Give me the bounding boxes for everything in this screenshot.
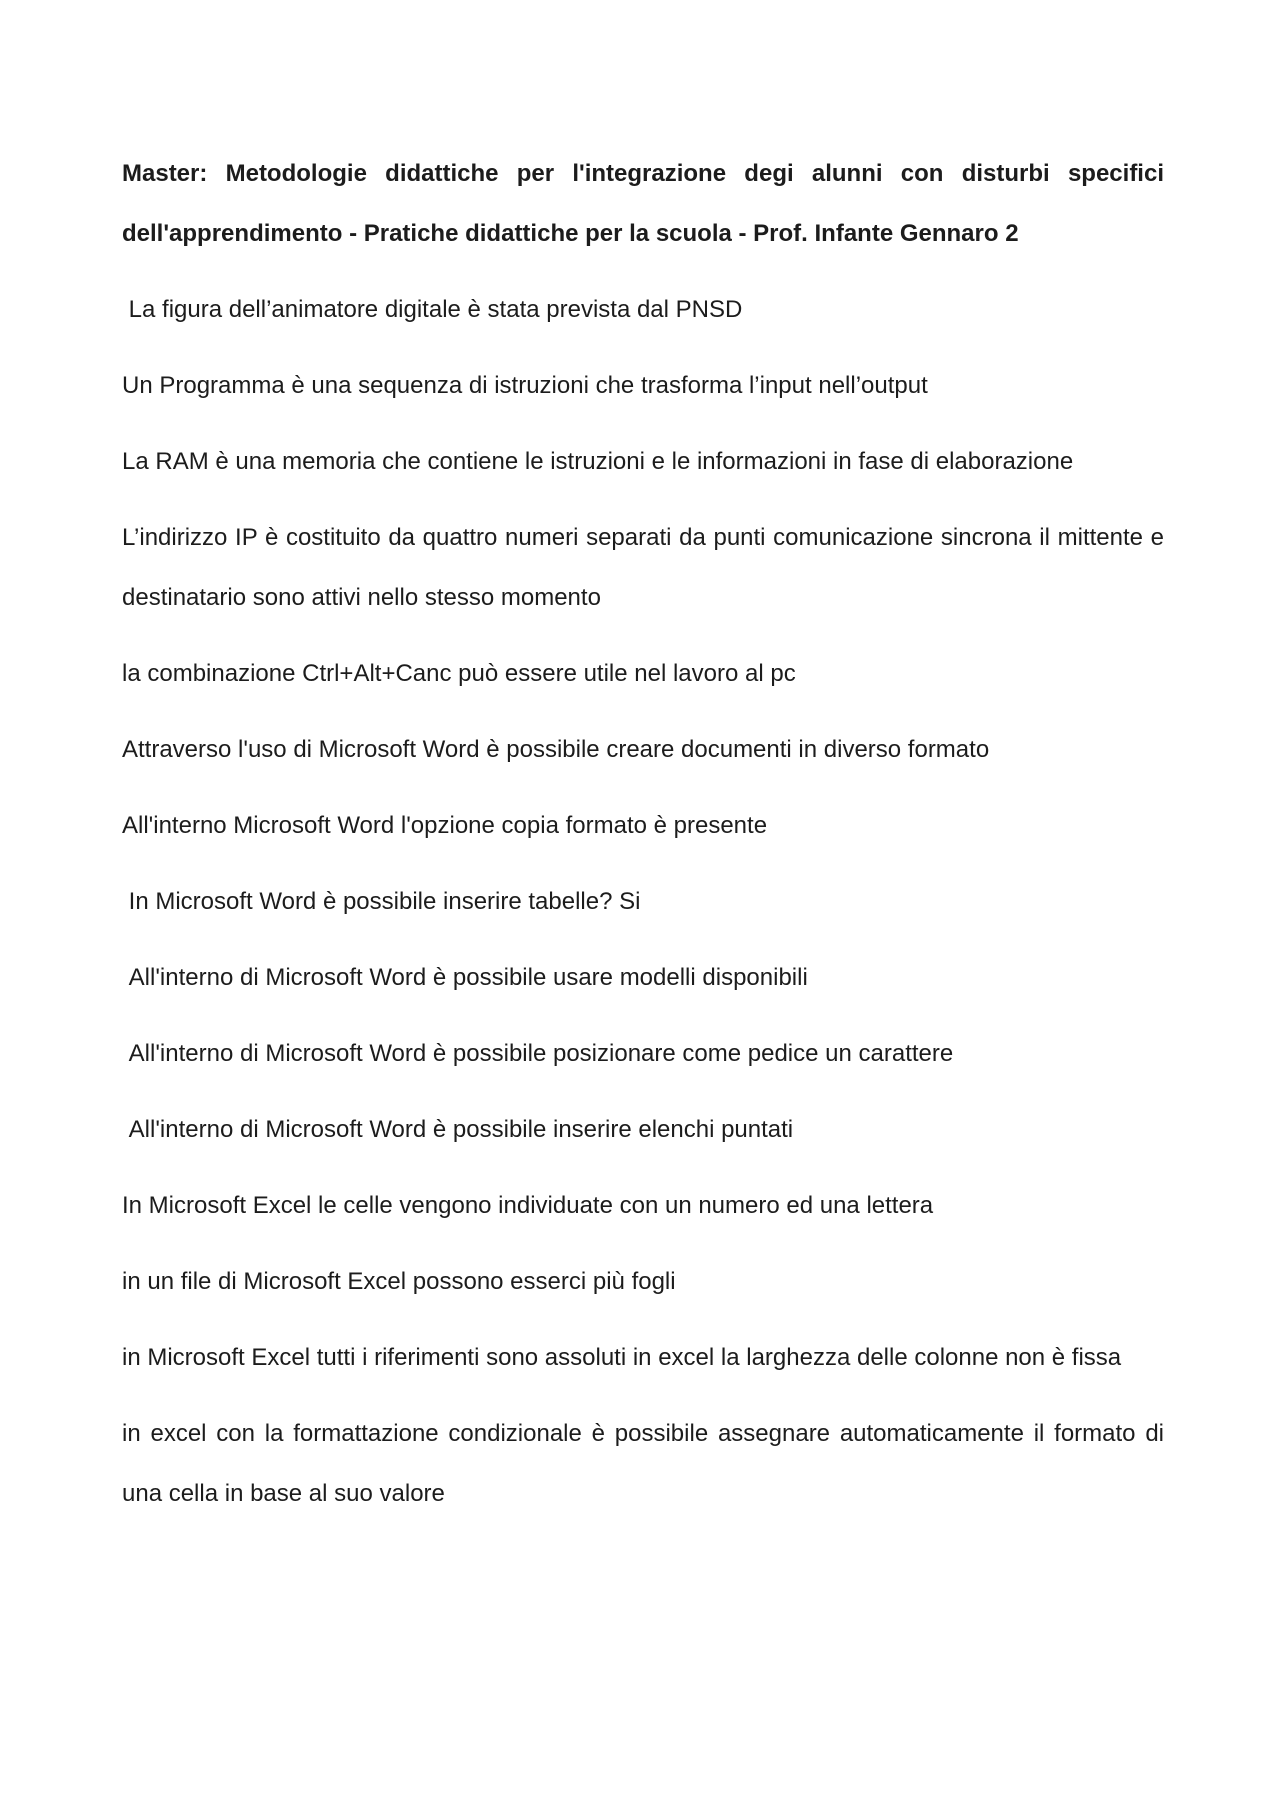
paragraph-word-copia-formato: All'interno Microsoft Word l'opzione copia formato è presente — [122, 812, 768, 839]
paragraph-word-modelli: All'interno di Microsoft Word è possibile usare modelli disponibili — [122, 964, 808, 991]
paragraph-animatore-digitale: La figura dell’animatore digitale è stata prevista dal PNSD — [122, 296, 743, 323]
paragraph-word-tabelle: In Microsoft Word è possibile inserire tabelle? Si — [122, 888, 641, 915]
paragraph-excel-riferimenti: in Microsoft Excel tutti i riferimenti sono assoluti in excel la larghezza delle colonne non è fissa — [122, 1344, 1122, 1371]
paragraph-ctrl-alt-canc: la combinazione Ctrl+Alt+Canc può essere utile nel lavoro al pc — [122, 660, 796, 687]
paragraph-excel-celle: In Microsoft Excel le celle vengono individuate con un numero ed una lettera — [122, 1192, 934, 1219]
paragraph-word-pedice: All'interno di Microsoft Word è possibile posizionare come pedice un carattere — [122, 1040, 954, 1067]
document-title: Master: Metodologie didattiche per l'integrazione degi alunni con disturbi specifici dell'apprendimento - Pratiche didattiche per la scuola - Prof. Infante Gennaro 2 — [122, 160, 1164, 247]
paragraph-word-elenchi: All'interno di Microsoft Word è possibile inserire elenchi puntati — [122, 1116, 794, 1143]
paragraph-programma: Un Programma è una sequenza di istruzioni che trasforma l’input nell’output — [122, 372, 928, 399]
paragraph-word-formato: Attraverso l'uso di Microsoft Word è possibile creare documenti in diverso formato — [122, 736, 990, 763]
document-page — [122, 144, 1171, 1540]
paragraph-excel-formattazione: in excel con la formattazione condizionale è possibile assegnare automaticamente il formato di una cella in base al suo valore — [122, 1420, 1171, 1507]
paragraph-excel-fogli: in un file di Microsoft Excel possono esserci più fogli — [122, 1268, 676, 1295]
paragraph-indirizzo-ip: L’indirizzo IP è costituito da quattro numeri separati da punti comunicazione sincrona il mittente e destinatario sono attivi nello stesso momento — [122, 524, 1171, 611]
paragraph-ram: La RAM è una memoria che contiene le istruzioni e le informazioni in fase di elaborazione — [122, 448, 1074, 475]
